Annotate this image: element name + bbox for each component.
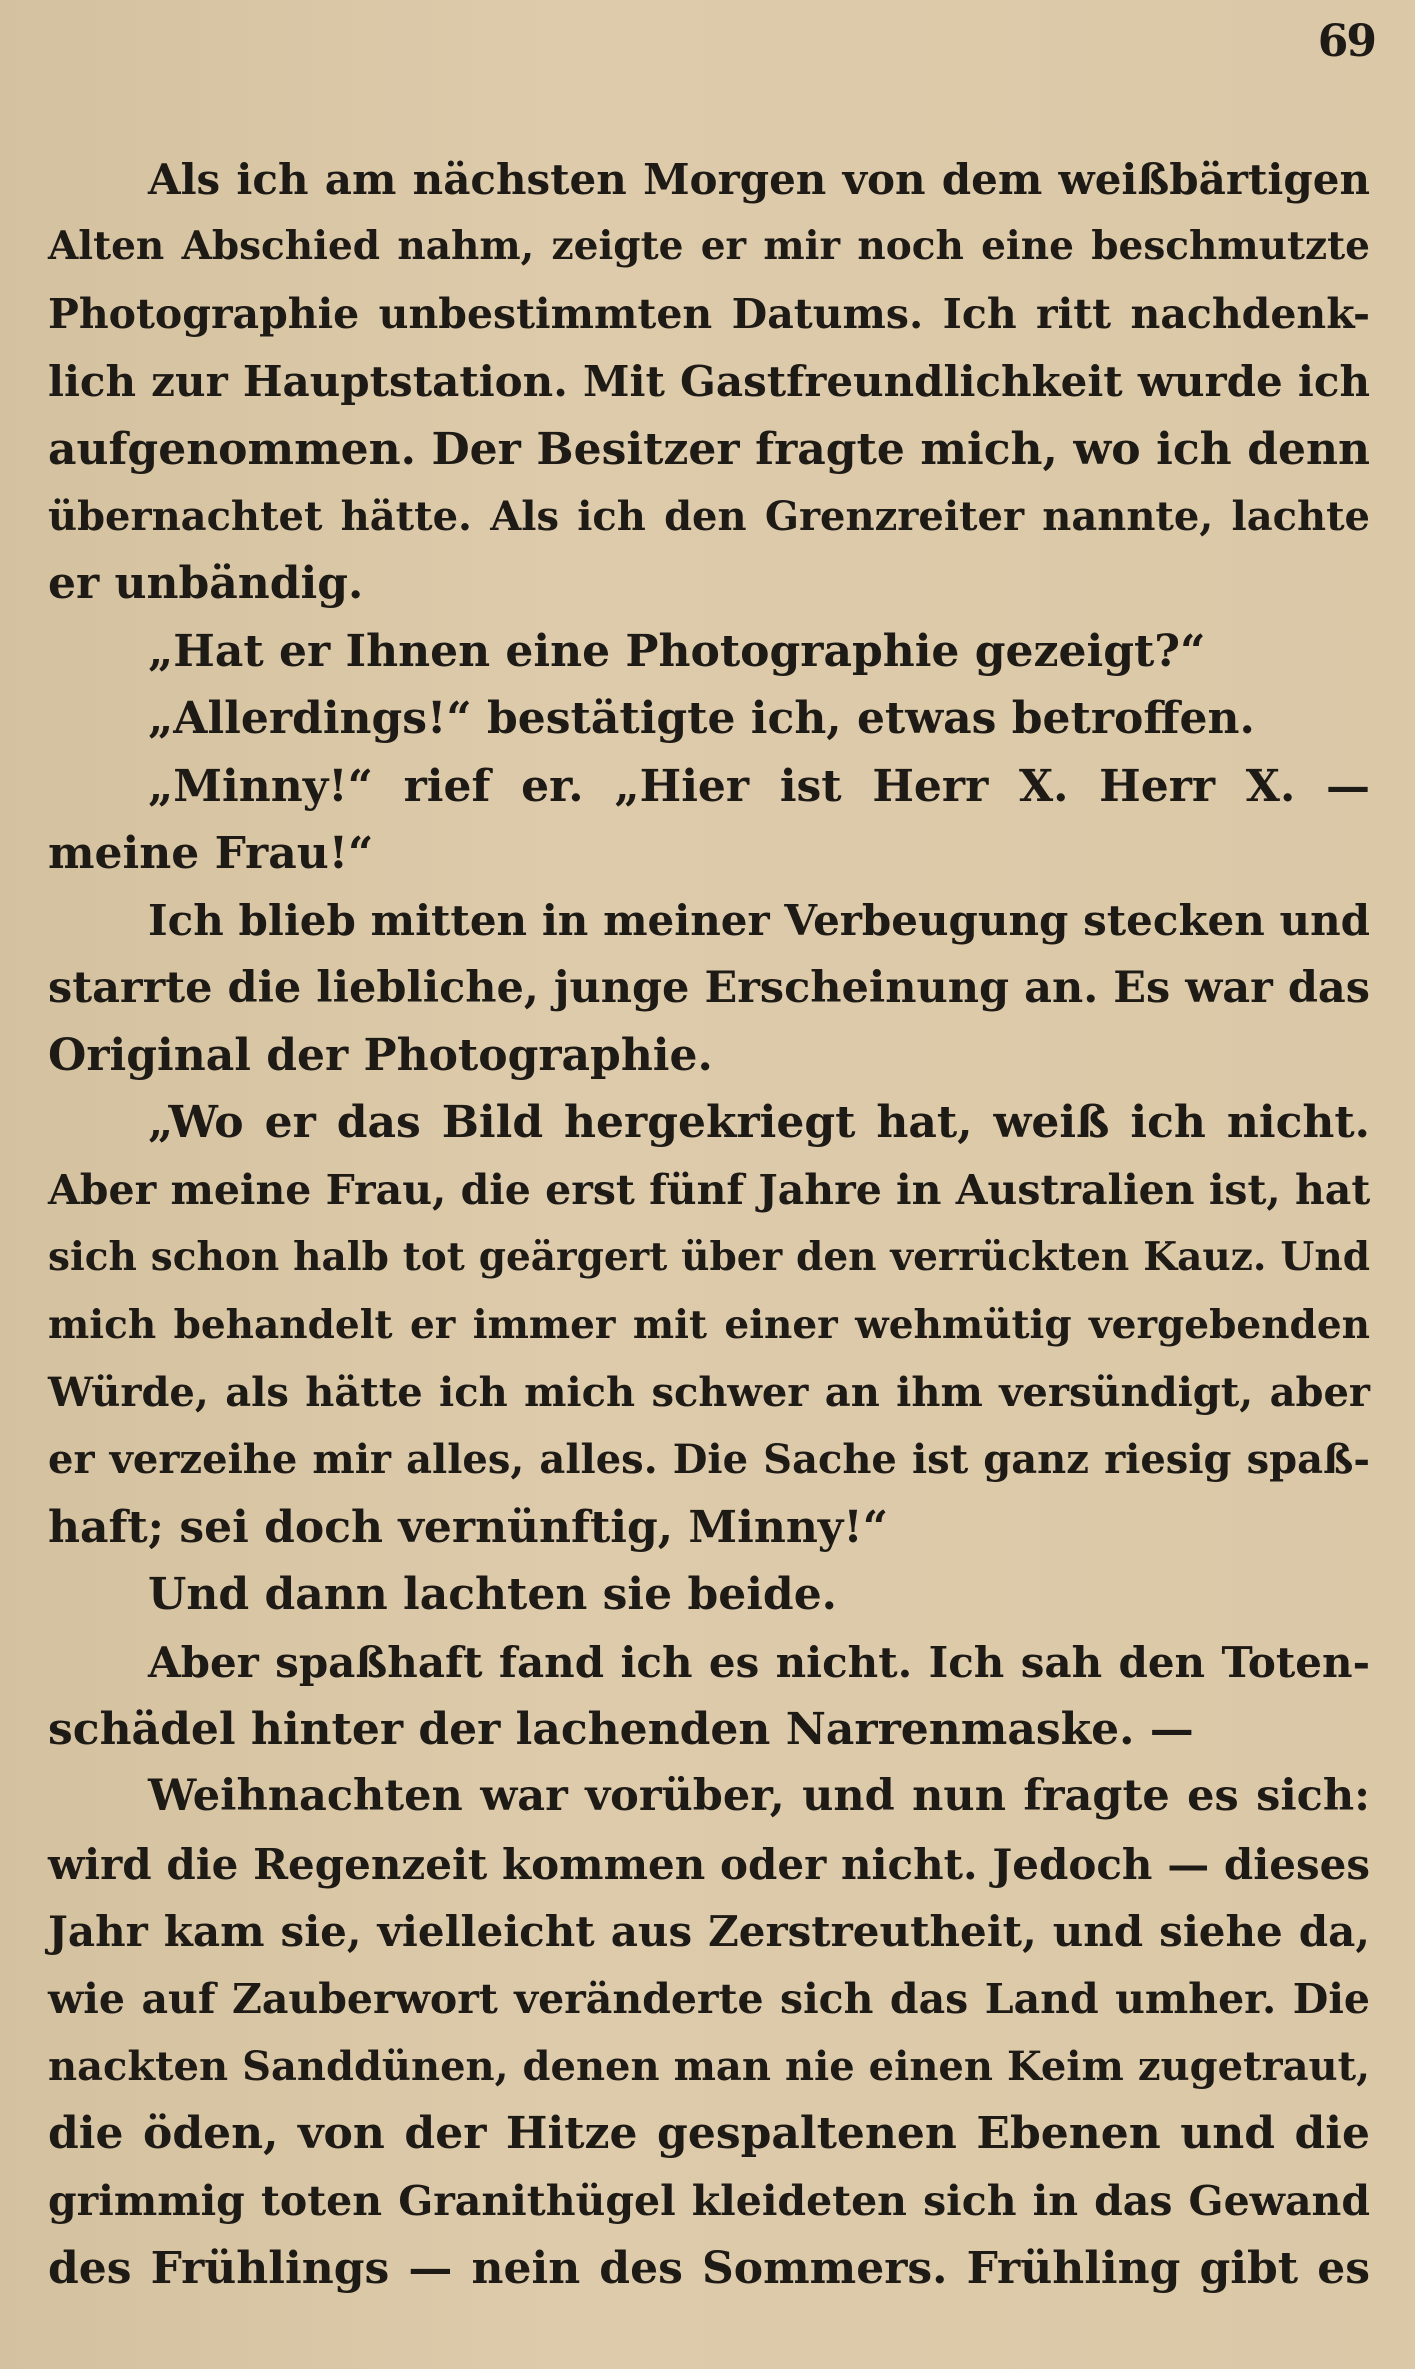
text-line: Original der Photographie. — [48, 1030, 713, 1082]
body-text — [48, 146, 1370, 2303]
text-line: er verzeihe mir alles, alles. Die Sache ist ganz riesig spaß- — [48, 1436, 1370, 1484]
text-line: nackten Sanddünen, denen man nie einen Keim zugetraut, — [48, 2042, 1370, 2090]
text-line: Aber meine Frau, die erst fünf Jahre in Australien ist, hat — [48, 1165, 1371, 1214]
text-line: haft; sei doch vernünftig, Minny!“ — [48, 1501, 888, 1553]
text-line: „Allerdings!“ bestätigte ich, etwas betroffen. — [148, 693, 1255, 745]
text-line: sich schon halb tot geärgert über den verrückten Kauz. Und — [48, 1234, 1370, 1281]
text-line: Würde, als hätte ich mich schwer an ihm versündigt, aber — [48, 1369, 1370, 1417]
text-line: „Hat er Ihnen eine Photographie gezeigt?“ — [148, 625, 1206, 677]
text-line: lich zur Hauptstation. Mit Gastfreundlichkeit wurde ich — [48, 357, 1370, 407]
text-line: Jahr kam sie, vielleicht aus Zerstreutheit, und siehe da, — [48, 1907, 1370, 1957]
text-line: starrte die liebliche, junge Erscheinung an. Es war das — [48, 962, 1370, 1013]
text-line: übernachtet hätte. Als ich den Grenzreiter nannte, lachte — [48, 492, 1370, 540]
text-line: meine Frau!“ — [48, 827, 374, 879]
text-line: Und dann lachten sie beide. — [148, 1569, 838, 1621]
text-line: er unbändig. — [48, 558, 364, 610]
page-number: 69 — [1317, 16, 1375, 67]
text-line: Ich blieb mitten in meiner Verbeugung stecken und — [148, 896, 1370, 946]
text-line: des Frühlings — nein des Sommers. Frühling gibt es — [48, 2243, 1370, 2295]
text-line: „Wo er das Bild hergekriegt hat, weiß ich nicht. — [148, 1097, 1370, 1149]
text-line: die öden, von der Hitze gespaltenen Ebenen und die — [48, 2108, 1370, 2160]
text-line: mich behandelt er immer mit einer wehmütig vergebenden — [48, 1301, 1370, 1348]
text-line: aufgenommen. Der Besitzer fragte mich, wo ich denn — [48, 423, 1370, 475]
text-line: Alten Abschied nahm, zeigte er mir noch eine beschmutzte — [48, 223, 1370, 270]
text-line: wird die Regenzeit kommen oder nicht. Jedoch — dieses — [48, 1839, 1370, 1889]
text-line: Weihnachten war vorüber, und nun fragte es sich: — [148, 1771, 1370, 1822]
text-line: Als ich am nächsten Morgen von dem weißbärtigen — [148, 155, 1370, 204]
text-line: grimmig toten Granithügel kleideten sich in das Gewand — [48, 2176, 1370, 2225]
text-line: wie auf Zauberwort veränderte sich das Land umher. Die — [48, 1974, 1370, 2023]
text-line: Aber spaßhaft fand ich es nicht. Ich sah den Toten- — [148, 1637, 1370, 1687]
text-line: Photographie unbestimmten Datums. Ich ritt nachdenk- — [48, 289, 1370, 338]
text-line: „Minny!“ rief er. „Hier ist Herr X. Herr X. — — [148, 760, 1370, 812]
text-line: schädel hinter der lachenden Narrenmaske. — — [48, 1703, 1194, 1755]
